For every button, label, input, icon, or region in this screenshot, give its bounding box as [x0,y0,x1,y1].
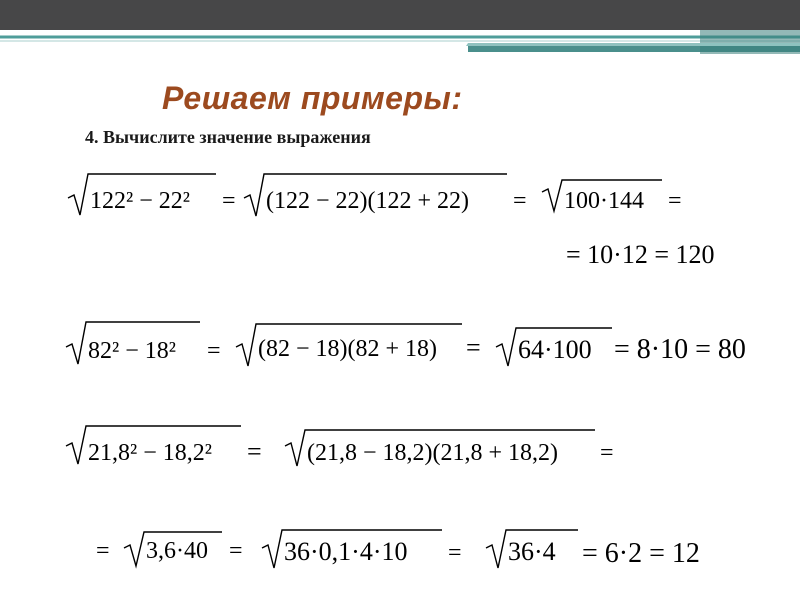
result-tail: = 6·2 = 12 [582,538,700,569]
radical-sign [285,430,595,466]
example-1 [68,174,714,269]
equals-sign: = [207,338,221,364]
radical-sign [542,180,662,211]
radical-sign [496,328,612,366]
radical-sign [124,532,222,566]
example-2 [66,322,746,366]
radicand: 64·100 [518,335,592,364]
header-accent-lines [0,30,800,54]
result-line: = 10·12 = 120 [566,240,715,269]
radicand: 21,8² − 18,2² [88,440,212,466]
equals-sign: = [513,188,527,214]
result-tail: = 8·10 = 80 [614,334,746,365]
radical-sign [262,530,442,568]
radical-sign [68,174,216,215]
example-3 [66,426,614,466]
radicand: 36·0,1·4·10 [284,537,408,566]
radical-sign [66,426,241,464]
radical-sign [236,324,462,366]
slide-title: Решаем примеры: [162,80,463,116]
equals-sign: = [668,188,682,214]
radicand: 3,6·40 [146,538,208,564]
equals-sign: = [448,540,462,566]
slide-subtitle: 4. Вычислите значение выражения [85,127,371,147]
radical-sign [66,322,200,364]
equals-sign: = [96,538,110,564]
equals-sign: = [247,437,262,466]
radicand: 100·144 [564,188,644,214]
equals-sign: = [600,440,614,466]
radical-sign [486,530,578,568]
equals-sign: = [229,538,243,564]
example-4 [96,530,700,569]
radicand: 122² − 22² [90,188,190,214]
radicand: 82² − 18² [88,338,176,364]
radicand: (122 − 22)(122 + 22) [266,188,470,214]
top-bar [0,0,800,30]
radical-sign [244,174,507,216]
radicand: (21,8 − 18,2)(21,8 + 18,2) [307,440,559,466]
radicand: 36·4 [508,537,556,566]
radicand: (82 − 18)(82 + 18) [258,336,438,362]
equals-sign: = [222,188,236,214]
equals-sign: = [466,333,481,362]
